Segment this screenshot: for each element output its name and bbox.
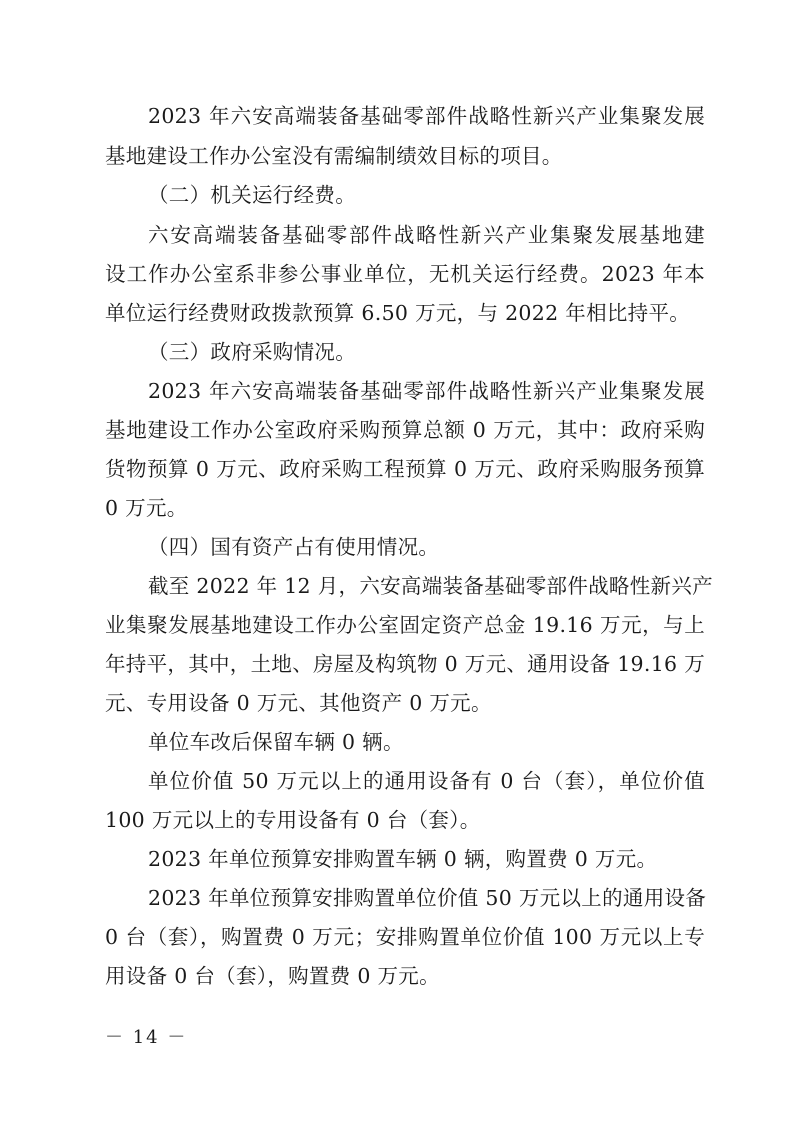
paragraph-line: 2023 年六安高端装备基础零部件战略性新兴产业集聚发展 <box>148 379 705 403</box>
paragraph-line: 元、专用设备 0 万元、其他资产 0 万元。 <box>105 691 492 715</box>
paragraph-line: 设工作办公室系非参公事业单位，无机关运行经费。2023 年本 <box>105 262 705 286</box>
paragraph-line: 年持平，其中，土地、房屋及构筑物 0 万元、通用设备 19.16 万 <box>105 652 705 676</box>
paragraph-line: 用设备 0 台（套），购置费 0 万元。 <box>105 964 440 988</box>
section-heading: （二）机关运行经费。 <box>148 183 356 207</box>
paragraph-line: 基地建设工作办公室政府采购预算总额 0 万元，其中：政府采购 <box>105 418 705 442</box>
paragraph-line: 2023 年单位预算安排购置单位价值 50 万元以上的通用设备 <box>148 886 707 910</box>
section-heading: （四）国有资产占有使用情况。 <box>148 535 440 559</box>
paragraph-line: 2023 年六安高端装备基础零部件战略性新兴产业集聚发展 <box>148 104 705 128</box>
paragraph-line: 0 台（套），购置费 0 万元；安排购置单位价值 100 万元以上专 <box>105 925 705 949</box>
paragraph-line: 业集聚发展基地建设工作办公室固定资产总金 19.16 万元，与上 <box>105 613 705 637</box>
paragraph-line: 六安高端装备基础零部件战略性新兴产业集聚发展基地建 <box>148 223 705 247</box>
paragraph-line: 单位运行经费财政拨款预算 6.50 万元，与 2022 年相比持平。 <box>105 301 691 325</box>
paragraph-line: 货物预算 0 万元、政府采购工程预算 0 万元、政府采购服务预算 <box>105 457 705 481</box>
paragraph-line: 单位价值 50 万元以上的通用设备有 0 台（套），单位价值 <box>148 769 705 793</box>
page-number: － 14 － <box>105 1027 188 1048</box>
paragraph-line: 截至 2022 年 12 月，六安高端装备基础零部件战略性新兴产 <box>148 574 713 598</box>
paragraph-line: 单位车改后保留车辆 0 辆。 <box>148 730 404 754</box>
paragraph-line: 2023 年单位预算安排购置车辆 0 辆，购置费 0 万元。 <box>148 847 658 871</box>
paragraph-line: 100 万元以上的专用设备有 0 台（套）。 <box>105 808 481 832</box>
paragraph-line: 0 万元。 <box>105 496 188 520</box>
paragraph-line: 基地建设工作办公室没有需编制绩效目标的项目。 <box>105 144 563 168</box>
section-heading: （三）政府采购情况。 <box>148 340 356 364</box>
